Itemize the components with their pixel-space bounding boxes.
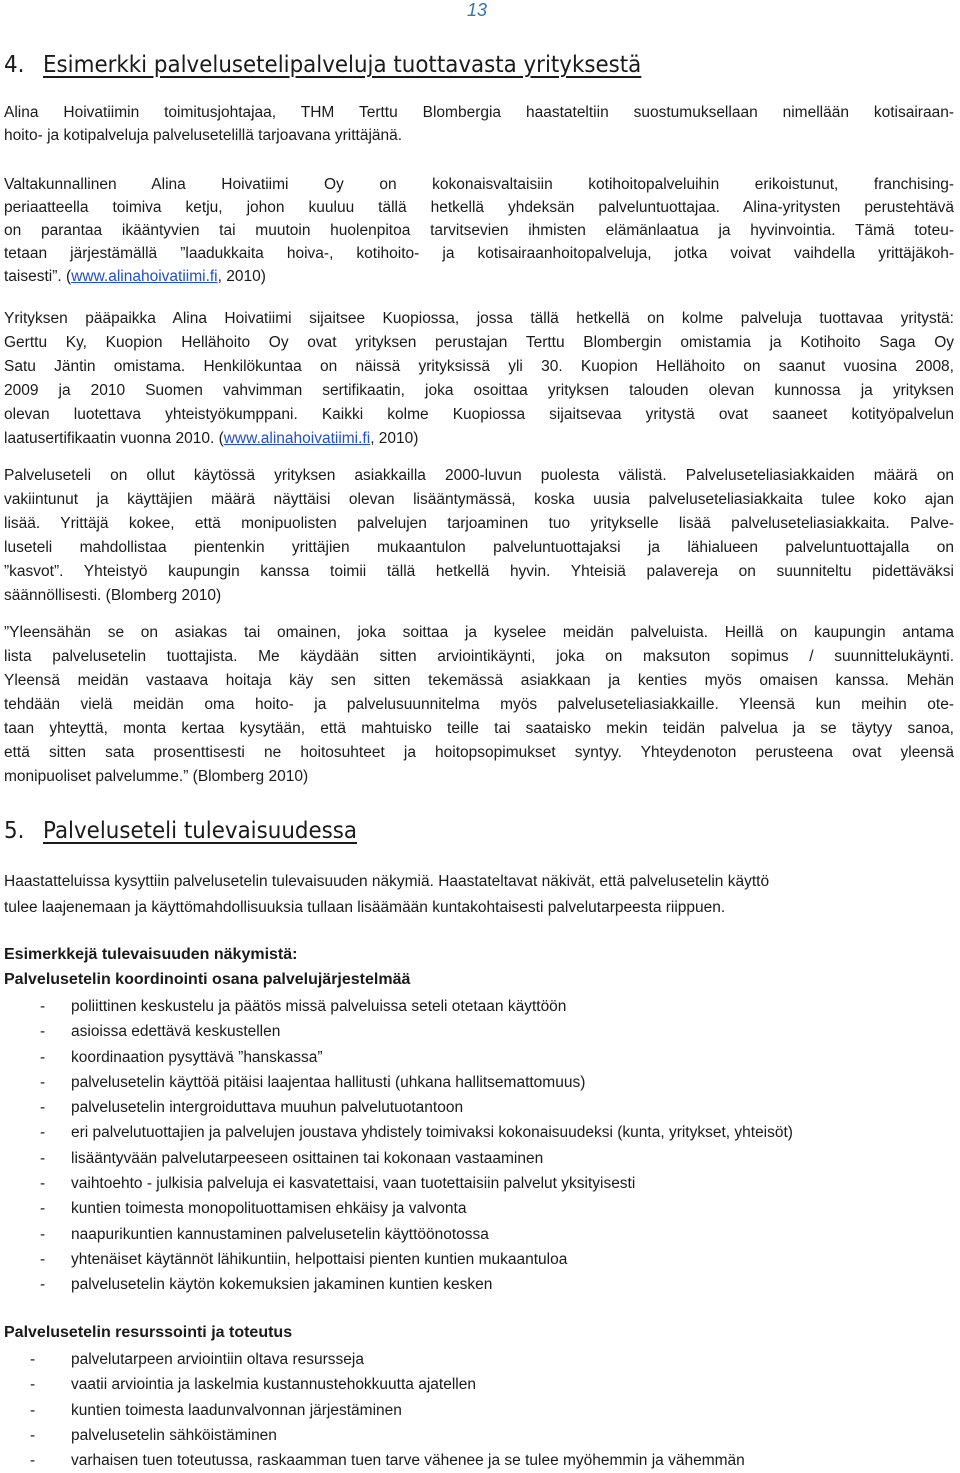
text-line: Haastatteluissa kysyttiin palvelusetelin tulevaisuuden näkymiä. Haastateltavat näkivät, että palvelusetelin käyttö bbox=[4, 873, 770, 890]
list-item-text: palvelusetelin sähköistäminen bbox=[71, 1426, 277, 1444]
list-item-text: lisääntyvään palvelutarpeeseen osittainen tai kokonaan vastaaminen bbox=[71, 1149, 544, 1167]
list-item-text: palvelusetelin intergroiduttava muuhun palvelutuotantoon bbox=[71, 1099, 464, 1117]
dash-bullet: - bbox=[30, 1426, 36, 1444]
dash-bullet: - bbox=[40, 998, 46, 1015]
text-line: vakiintunut ja käyttäjien määrä näyttäisi olevan lisääntymässä, koska uusia palveluseteliasiakkaita tulee koko ajan bbox=[4, 491, 954, 508]
section-5-heading bbox=[4, 818, 357, 844]
list-2-heading: Palvelusetelin resurssointi ja toteutus bbox=[4, 1324, 293, 1341]
section-title: Esimerkki palvelusetelipalveluja tuottavasta yrityksestä bbox=[43, 52, 642, 78]
text-line: tulee laajenemaan ja käyttömahdollisuuksia tullaan lisäämään kuntakohtaisesti palvelutarpeesta riippuen. bbox=[4, 899, 726, 916]
text-line: periaatteella toimiva ketju, johon kuuluu tällä hetkellä yhdeksän palveluntuottajaa. Alina-yritysten perustehtävä bbox=[4, 199, 954, 216]
text-line: taan yhteyttä, monta kertaa kysytään, että mahtuisko teille tai saataisko mekin teidän palvelua ja se täytyy sanoa, bbox=[4, 720, 954, 737]
dash-bullet: - bbox=[40, 1124, 46, 1142]
interview-quote bbox=[4, 621, 954, 789]
list-item-text: vaatii arviointia ja laskelmia kustannustehokkuutta ajatellen bbox=[71, 1376, 476, 1394]
dash-bullet: - bbox=[40, 1225, 46, 1243]
list-item-text: palvelutarpeen arviointiin oltava resursseja bbox=[71, 1351, 364, 1368]
text-line: Gerttu Ky, Kuopion Hellähoito Oy ovat yrityksen perustajan Terttu Blombergin omistamia ja Kotihoito Saga Oy bbox=[4, 334, 954, 351]
section-4-heading bbox=[4, 52, 641, 78]
section-number: 5. bbox=[4, 818, 25, 844]
list-item-text: kuntien toimesta laadunvalvonnan järjestäminen bbox=[71, 1401, 402, 1419]
dash-bullet: - bbox=[40, 1048, 46, 1066]
text-line: että sitten sata prosenttisesti ne hoitosuhteet ja hoitopsopimukset syntyy. Yhteydenoton perusteena ovat yleensä bbox=[4, 744, 954, 761]
voucher-usage-paragraph bbox=[4, 464, 954, 608]
dash-bullet: - bbox=[40, 1099, 46, 1117]
future-paragraph bbox=[4, 869, 954, 921]
list-1-heading: Palvelusetelin koordinointi osana palvelujärjestelmää bbox=[4, 971, 411, 988]
text-line: tehdään vielä meidän oma hoito- ja palvelusuunnitelma myös palveluseteliasiakkaille. Yleensä kun meihin ote- bbox=[4, 696, 954, 713]
text-line: olevan luotettava yhteistyökumppani. Kaikki kolme Kuopiossa sijaitsevaa yritystä ovat saaneet kotityöpalvelun bbox=[4, 406, 954, 423]
text-line bbox=[4, 265, 954, 288]
text-line: on parantaa ikääntyvien tai muutoin huolenpitoa tarvitsevien ihmisten elämänlaatua ja hyvinvointia. Tämä toteu- bbox=[4, 222, 954, 239]
text-line: Alina Hoivatiimin toimitusjohtajaa, THM Terttu Blombergia haastateltiin suostumuksellaan nimellään kotisairaan- bbox=[4, 104, 954, 121]
dash-bullet: - bbox=[40, 1073, 46, 1091]
text-line: lisää. Yrittäjä kokee, että monipuolisten palvelujen tarjoaminen tuo yritykselle lisää palveluseteliasiakkaita. Palve- bbox=[4, 515, 954, 532]
text-fragment: , 2010) bbox=[217, 268, 266, 285]
text-fragment: laatusertifikaatin vuonna 2010. ( bbox=[4, 430, 224, 447]
dash-bullet: - bbox=[30, 1401, 36, 1419]
dash-bullet: - bbox=[40, 1276, 46, 1294]
list-item-text: palvelusetelin käytön kokemuksien jakaminen kuntien kesken bbox=[71, 1276, 493, 1294]
text-fragment: , 2010) bbox=[370, 430, 419, 447]
list-item-text: naapurikuntien kannustaminen palvelusetelin käyttöönotossa bbox=[71, 1225, 489, 1243]
list-item-text: koordinaation pysyttävä ”hanskassa” bbox=[71, 1048, 323, 1066]
text-line: Palveluseteli on ollut käytössä yrityksen asiakkailla 2000-luvun puolesta välistä. Palveluseteliasiakkaiden määrä on bbox=[4, 467, 954, 484]
section-title: Palveluseteli tulevaisuudessa bbox=[43, 818, 358, 844]
headquarters-paragraph bbox=[4, 307, 954, 451]
website-link[interactable]: www.alinahoivatiimi.fi bbox=[71, 268, 218, 285]
dash-bullet: - bbox=[40, 1175, 46, 1193]
dash-bullet: - bbox=[40, 1250, 46, 1268]
dash-bullet: - bbox=[30, 1452, 36, 1470]
company-intro-paragraph bbox=[4, 173, 954, 288]
list-item-text: eri palvelutuottajien ja palvelujen joustava yhdistely toimivaksi kokonaisuudeksi (kunta, yritykset, yhteisöt) bbox=[71, 1124, 793, 1142]
examples-heading: Esimerkkejä tulevaisuuden näkymistä: bbox=[4, 946, 298, 963]
text-line: luseteli mahdollistaa pientenkin yrittäjien mukaantulon palveluntuottajaksi ja lähialueen palveluntuottajalla on bbox=[4, 539, 954, 556]
list-item-text: poliittinen keskustelu ja päätös missä palveluissa seteli otetaan käyttöön bbox=[71, 998, 567, 1015]
text-line: ”Yleensähän se on asiakas tai omainen, joka soittaa ja kyselee meidän palveluista. Heillä on kaupungin antama bbox=[4, 624, 954, 641]
text-line bbox=[4, 427, 954, 451]
text-line: hoito- ja kotipalveluja palvelusetelillä tarjoavana yrittäjänä. bbox=[4, 127, 403, 144]
text-line: tetaan järjestämällä ”laadukkaita hoiva-, kotihoito- ja kotisairaanhoitopalveluja, jotka voivat vaihdella yrittäjäkoh- bbox=[4, 245, 954, 262]
section-number: 4. bbox=[4, 52, 25, 78]
text-line: Yrityksen pääpaikka Alina Hoivatiimi sijaitsee Kuopiossa, jossa tällä hetkellä on kolme palveluja tuottavaa yritystä: bbox=[4, 310, 954, 327]
text-line: lista palvelusetelin tuottajista. Me käydään sitten arviointikäynti, joka on maksuton sopimus / suunnittelukäynti. bbox=[4, 648, 954, 665]
dash-bullet: - bbox=[30, 1351, 36, 1368]
dash-bullet: - bbox=[30, 1376, 36, 1394]
text-line: Satu Jäntin omistama. Henkilökuntaa on näissä yrityksissä yli 30. Kuopion Hellähoito on saanut vuosina 2008, bbox=[4, 358, 954, 375]
intro-paragraph bbox=[4, 101, 954, 147]
list-item-text: vaihtoehto - julkisia palveluja ei kasvatettaisi, vaan tuotettaisiin palvelut yksityisesti bbox=[71, 1175, 636, 1193]
text-line: Yleensä meidän vastaava hoitaja käy sen sitten tekemässä asiakkaan ja kenties myös omaisen kanssa. Mehän bbox=[4, 672, 954, 689]
text-line: säännöllisesti. (Blomberg 2010) bbox=[4, 587, 222, 604]
text-line: ”kasvot”. Yhteistyö kaupungin kanssa toimii tällä hetkellä hyvin. Yhteisiä palavereja on suunniteltu pidettäväksi bbox=[4, 563, 954, 580]
text-line: 2009 ja 2010 Suomen vahvimman sertifikaatin, joka osoittaa yrityksen talouden olevan kunnossa ja yrityksen bbox=[4, 382, 954, 399]
dash-bullet: - bbox=[40, 1149, 46, 1167]
list-item-text: palvelusetelin käyttöä pitäisi laajentaa hallitusti (uhkana hallitsemattomuus) bbox=[71, 1073, 586, 1091]
dash-bullet: - bbox=[40, 1023, 46, 1041]
list-item-text: kuntien toimesta monopolituottamisen ehkäisy ja valvonta bbox=[71, 1200, 467, 1218]
text-line: Valtakunnallinen Alina Hoivatiimi Oy on kokonaisvaltaisiin kotihoitopalveluihin erikoistunut, franchising- bbox=[4, 176, 954, 193]
page-number: 13 bbox=[467, 0, 488, 20]
list-item-text: asioissa edettävä keskustellen bbox=[71, 1023, 281, 1041]
dash-bullet: - bbox=[40, 1200, 46, 1218]
text-line: monipuoliset palvelumme.” (Blomberg 2010) bbox=[4, 768, 309, 785]
text-fragment: taisesti”. ( bbox=[4, 268, 72, 285]
list-item-text: varhaisen tuen toteutussa, raskaamman tuen tarve vähenee ja se tulee myöhemmin ja vähemmän bbox=[71, 1452, 745, 1470]
website-link[interactable]: www.alinahoivatiimi.fi bbox=[223, 430, 371, 447]
list-item-text: yhtenäiset käytännöt lähikuntiin, helpottaisi pienten kuntien mukaantuloa bbox=[71, 1250, 568, 1268]
